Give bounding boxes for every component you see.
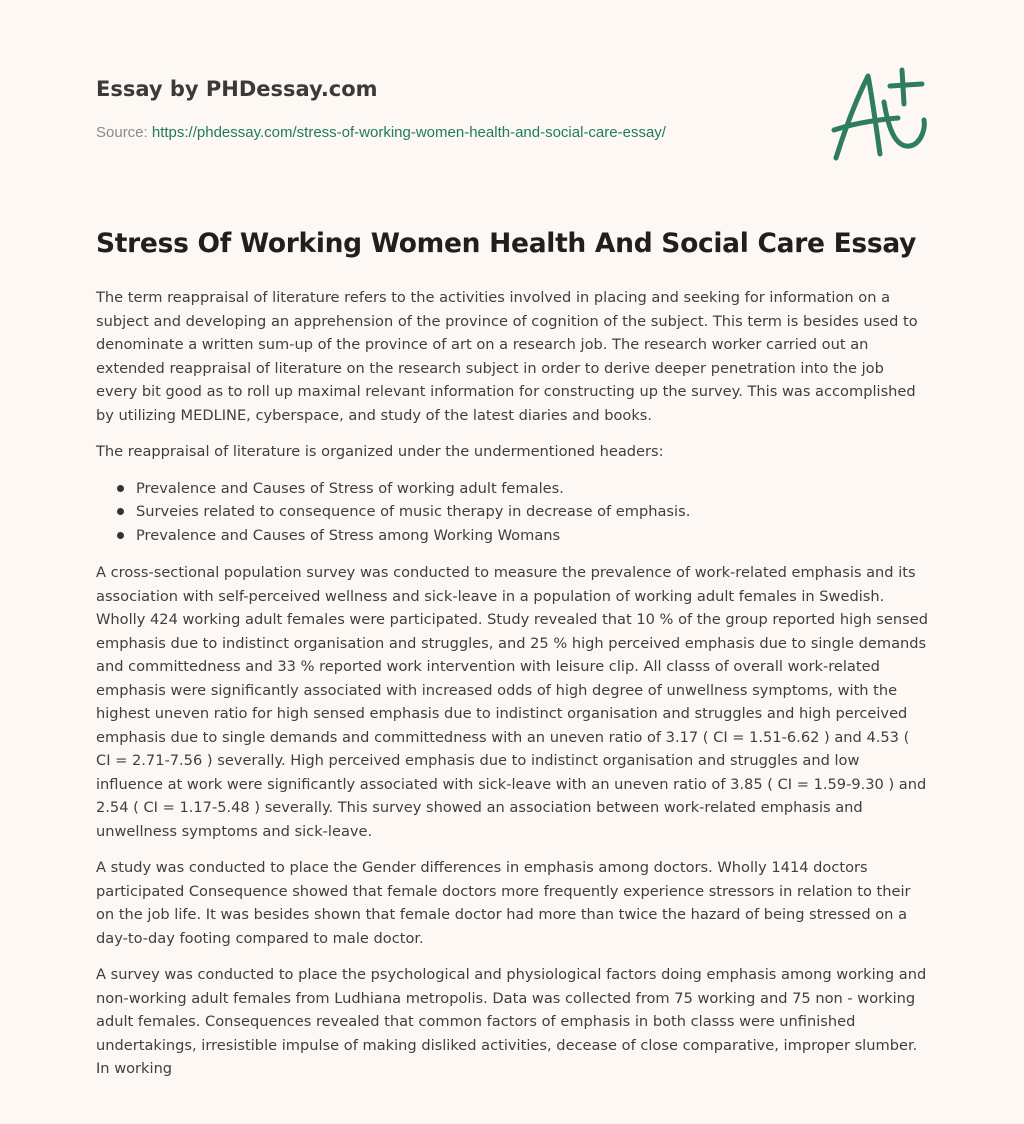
headers-list xyxy=(96,477,928,548)
essay-title: Stress Of Working Women Health And Social Care Essay xyxy=(96,228,917,259)
essay-paragraph: The term reappraisal of literature refers to the activities involved in placing and seeking for information on a subject and developing an apprehension of the province of cognition of the subject. This term is besides used to denominate a written sum-up of the province of art on a research job. The research worker carried out an extended reappraisal of literature on the research subject in order to derive deeper penetration into the job every bit good as to roll up maximal relevant information for constructing up the survey. This was accomplished by utilizing MEDLINE, cyberspace, and study of the latest diaries and books. xyxy=(96,289,918,424)
page-header xyxy=(96,74,928,164)
source-link[interactable]: https://phdessay.com/stress-of-working-women-health-and-social-care-essay/ xyxy=(151,124,666,141)
site-title: Essay by PHDessay.com xyxy=(96,77,378,101)
bullet-icon xyxy=(117,532,124,539)
bullet-icon xyxy=(117,508,124,515)
essay-content xyxy=(96,224,928,1094)
list-item-text: Prevalence and Causes of Stress of working adult females. xyxy=(136,479,564,497)
list-item xyxy=(136,524,928,548)
essay-paragraph: A cross-sectional population survey was conducted to measure the prevalence of work-related emphasis and its association with self-perceived wellness and sick-leave in a population of working adult females in Swedish. Wholly 424 working adult females were participated. Study revealed that 10 % of the group reported high sensed emphasis due to indistinct organisation and struggles, and 25 % high perceived emphasis due to single demands and committedness and 33 % reported work intervention with leisure clip. All classs of overall work-related emphasis were significantly associated with increased odds of high degree of unwellness symptoms, with the highest uneven ratio for high sensed emphasis due to indistinct organisation and struggles and high perceived emphasis due to single demands and committedness with an uneven ratio of 3.17 ( CI = 1.51-6.62 ) and 4.53 ( CI = 2.71-7.56 ) severally. High perceived emphasis due to indistinct organisation and struggles and low influence at work were significantly associated with sick-leave with an uneven ratio of 3.85 ( CI = 1.59-9.30 ) and 2.54 ( CI = 1.17-5.48 ) severally. This survey showed an association between work-related emphasis and unwellness symptoms and sick-leave. xyxy=(96,564,928,840)
source-label: Source: xyxy=(96,124,148,141)
list-item xyxy=(136,500,928,524)
list-item-text: Surveies related to consequence of music therapy in decrease of emphasis. xyxy=(136,503,691,520)
list-item xyxy=(136,477,928,501)
source-line xyxy=(96,123,928,143)
essay-paragraph: The reappraisal of literature is organized under the undermentioned headers: xyxy=(96,443,664,460)
a-plus-grade-icon xyxy=(828,66,930,164)
essay-paragraph: A study was conducted to place the Gender differences in emphasis among doctors. Wholly 1414 doctors participated Consequence showed that female doctors more frequently experience stressors in relation to their on the job life. It was besides shown that female doctor had more than twice the hazard of being stressed on a day-to-day footing compared to male doctor. xyxy=(96,859,911,947)
essay-paragraph: A survey was conducted to place the psychological and physiological factors doing emphasis among working and non-working adult females from Ludhiana metropolis. Data was collected from 75 working and 75 non - working adult females. Consequences revealed that common factors of emphasis in both classs were unfinished undertakings, irresistible impulse of making disliked activities, decease of close comparative, improper slumber. In working xyxy=(96,966,927,1077)
bullet-icon xyxy=(117,485,124,492)
list-item-text: Prevalence and Causes of Stress among Working Womans xyxy=(136,526,561,544)
